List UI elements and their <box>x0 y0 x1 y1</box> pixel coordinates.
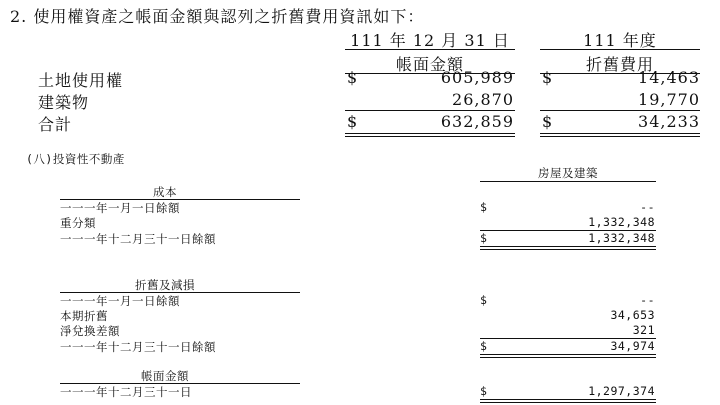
double-underline <box>345 133 515 137</box>
row-label: 一一一年一月一日餘額 <box>60 201 180 215</box>
col1-header-date: 111 年 12 月 31 日 <box>350 31 510 50</box>
double-underline <box>480 246 656 250</box>
currency-symbol: $ <box>347 68 359 87</box>
total-label: 合計 <box>38 115 73 134</box>
row-label: 淨兌換差額 <box>60 324 120 338</box>
currency-symbol: $ <box>480 339 488 353</box>
currency-symbol: $ <box>480 293 488 307</box>
row-label: 土地使用權 <box>38 71 124 90</box>
currency-symbol: $ <box>480 384 488 398</box>
cell-value: 34,653 <box>610 308 655 322</box>
divider <box>540 110 700 111</box>
double-underline <box>480 354 656 358</box>
double-underline <box>480 399 656 403</box>
book-value: 26,870 <box>452 90 514 109</box>
row-label: 本期折舊 <box>60 309 108 323</box>
currency-symbol: $ <box>542 112 554 131</box>
depreciation-value: 14,463 <box>638 68 700 87</box>
cell-value: 1,297,374 <box>588 384 655 398</box>
row-label: 一一一年十二月三十一日餘額 <box>60 232 216 246</box>
divider <box>345 110 515 111</box>
section-title: (八)投資性不動產 <box>26 152 125 166</box>
depreciation-value: 19,770 <box>638 90 700 109</box>
column-header: 房屋及建築 <box>538 166 598 180</box>
divider <box>345 49 515 50</box>
col1-header-sub: 帳面金額 <box>395 55 464 74</box>
row-label: 建築物 <box>38 93 90 112</box>
row-label: 重分類 <box>60 216 96 230</box>
section-heading: 2. 使用權資產之帳面金額與認列之折舊費用資訊如下： <box>10 7 425 26</box>
depreciation-header: 折舊及減損 <box>135 278 195 292</box>
total-book-value: 632,859 <box>440 112 514 131</box>
cell-value: -- <box>640 293 655 307</box>
book-value-header: 帳面金額 <box>141 369 189 383</box>
row-label: 一一一年十二月三十一日餘額 <box>60 340 216 354</box>
cell-value: -- <box>640 200 655 214</box>
currency-symbol: $ <box>542 68 554 87</box>
total-depreciation: 34,233 <box>638 112 700 131</box>
cell-value: 1,332,348 <box>588 231 655 245</box>
cell-value: 34,974 <box>610 339 655 353</box>
double-underline <box>540 133 700 137</box>
cell-value: 1,332,348 <box>588 215 655 229</box>
col2-header-sub: 折舊費用 <box>585 55 654 74</box>
currency-symbol: $ <box>480 200 488 214</box>
cell-value: 321 <box>632 323 655 337</box>
book-value: 605,989 <box>440 68 514 87</box>
row-label: 一一一年十二月三十一日 <box>60 385 192 399</box>
divider <box>480 181 656 182</box>
currency-symbol: $ <box>347 112 359 131</box>
divider <box>540 49 700 50</box>
cost-header: 成本 <box>153 185 177 199</box>
currency-symbol: $ <box>480 231 488 245</box>
col2-header-year: 111 年度 <box>583 31 657 50</box>
row-label: 一一一年一月一日餘額 <box>60 294 180 308</box>
